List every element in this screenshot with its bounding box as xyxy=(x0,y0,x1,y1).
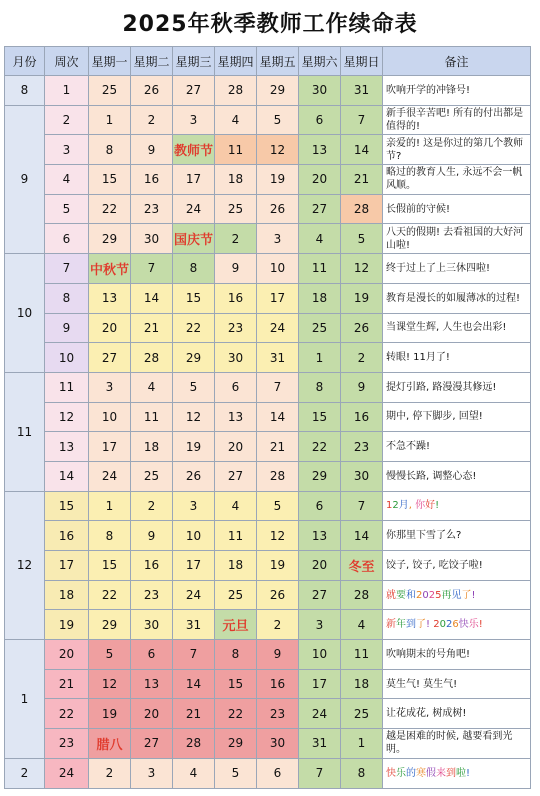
day-cell: 18 xyxy=(131,432,173,462)
day-cell: 7 xyxy=(299,758,341,788)
day-cell: 31 xyxy=(341,76,383,106)
week-number: 1 xyxy=(45,76,89,106)
day-cell: 13 xyxy=(215,402,257,432)
week-row xyxy=(5,640,531,670)
day-cell: 9 xyxy=(215,254,257,284)
day-cell: 30 xyxy=(257,729,299,759)
note-cell: 转眼! 11月了! xyxy=(383,343,531,373)
day-cell: 14 xyxy=(173,669,215,699)
day-cell: 19 xyxy=(257,551,299,581)
week-number: 3 xyxy=(45,135,89,165)
day-cell: 2 xyxy=(341,343,383,373)
day-cell: 4 xyxy=(173,758,215,788)
note-cell: 不急不躁! xyxy=(383,432,531,462)
day-cell: 5 xyxy=(257,105,299,135)
week-row xyxy=(5,551,531,581)
day-cell: 18 xyxy=(299,283,341,313)
day-cell: 6 xyxy=(299,491,341,521)
day-cell: 3 xyxy=(173,491,215,521)
day-cell: 9 xyxy=(257,640,299,670)
day-cell: 29 xyxy=(257,76,299,106)
day-cell: 12 xyxy=(341,254,383,284)
day-cell: 28 xyxy=(131,343,173,373)
day-cell: 19 xyxy=(89,699,131,729)
day-cell: 6 xyxy=(215,372,257,402)
day-cell: 14 xyxy=(341,521,383,551)
note-cell: 长假前的守候! xyxy=(383,194,531,224)
week-number: 14 xyxy=(45,461,89,491)
day-cell: 25 xyxy=(131,461,173,491)
day-cell: 13 xyxy=(299,521,341,551)
day-cell: 29 xyxy=(215,729,257,759)
note-cell: 吹响期末的号角吧! xyxy=(383,640,531,670)
day-cell: 29 xyxy=(89,224,131,254)
week-row xyxy=(5,758,531,788)
note-cell: 提灯引路, 路漫漫其修远! xyxy=(383,372,531,402)
week-row xyxy=(5,580,531,610)
day-cell: 11 xyxy=(215,521,257,551)
day-cell: 3 xyxy=(173,105,215,135)
day-cell: 14 xyxy=(257,402,299,432)
day-cell: 18 xyxy=(341,669,383,699)
day-cell: 15 xyxy=(215,669,257,699)
day-cell: 10 xyxy=(257,254,299,284)
month-cell: 1 xyxy=(5,640,45,759)
day-cell: 23 xyxy=(131,194,173,224)
day-cell: 27 xyxy=(173,76,215,106)
day-cell: 28 xyxy=(173,729,215,759)
day-cell: 29 xyxy=(89,610,131,640)
day-cell: 26 xyxy=(131,76,173,106)
day-cell: 8 xyxy=(173,254,215,284)
week-row xyxy=(5,402,531,432)
day-cell: 19 xyxy=(341,283,383,313)
week-row xyxy=(5,610,531,640)
day-cell: 20 xyxy=(215,432,257,462)
week-row xyxy=(5,165,531,195)
day-cell: 22 xyxy=(215,699,257,729)
day-cell: 10 xyxy=(89,402,131,432)
day-cell: 26 xyxy=(341,313,383,343)
day-cell: 14 xyxy=(341,135,383,165)
day-cell: 26 xyxy=(257,194,299,224)
week-row xyxy=(5,491,531,521)
header-week: 周次 xyxy=(45,47,89,76)
day-cell: 20 xyxy=(131,699,173,729)
note-cell: 略过的教育人生, 永远不会一帆风顺。 xyxy=(383,165,531,195)
header-wed: 星期三 xyxy=(173,47,215,76)
day-cell: 11 xyxy=(299,254,341,284)
week-number: 23 xyxy=(45,729,89,759)
day-cell: 17 xyxy=(299,669,341,699)
day-cell: 30 xyxy=(341,461,383,491)
day-cell: 30 xyxy=(299,76,341,106)
day-cell: 14 xyxy=(131,283,173,313)
note-cell: 12月, 你好! xyxy=(383,491,531,521)
day-cell: 25 xyxy=(299,313,341,343)
week-row xyxy=(5,343,531,373)
week-row xyxy=(5,76,531,106)
header-thu: 星期四 xyxy=(215,47,257,76)
day-cell: 22 xyxy=(173,313,215,343)
day-cell: 25 xyxy=(89,76,131,106)
week-number: 4 xyxy=(45,165,89,195)
day-cell: 20 xyxy=(299,165,341,195)
week-number: 16 xyxy=(45,521,89,551)
holiday-cell: 国庆节 xyxy=(173,224,215,254)
day-cell: 8 xyxy=(341,758,383,788)
month-cell: 8 xyxy=(5,76,45,106)
week-row xyxy=(5,729,531,759)
day-cell: 15 xyxy=(89,165,131,195)
day-cell: 11 xyxy=(215,135,257,165)
day-cell: 21 xyxy=(131,313,173,343)
day-cell: 17 xyxy=(257,283,299,313)
note-cell: 饺子, 饺子, 吃饺子啦! xyxy=(383,551,531,581)
day-cell: 13 xyxy=(299,135,341,165)
day-cell: 7 xyxy=(257,372,299,402)
day-cell: 17 xyxy=(173,551,215,581)
day-cell: 24 xyxy=(89,461,131,491)
header-mon: 星期一 xyxy=(89,47,131,76)
note-cell: 新手很辛苦吧! 所有的付出都是值得的! xyxy=(383,105,531,135)
calendar-table xyxy=(4,46,531,789)
day-cell: 9 xyxy=(131,135,173,165)
day-cell: 28 xyxy=(341,580,383,610)
week-number: 5 xyxy=(45,194,89,224)
week-row xyxy=(5,105,531,135)
day-cell: 2 xyxy=(131,491,173,521)
week-row xyxy=(5,521,531,551)
week-number: 19 xyxy=(45,610,89,640)
day-cell: 26 xyxy=(257,580,299,610)
week-number: 10 xyxy=(45,343,89,373)
day-cell: 31 xyxy=(257,343,299,373)
note-cell: 亲爱的! 这是你过的第几个教师节? xyxy=(383,135,531,165)
month-cell: 9 xyxy=(5,105,45,253)
day-cell: 4 xyxy=(131,372,173,402)
month-cell: 2 xyxy=(5,758,45,788)
note-cell: 快乐的寒假来到啦! xyxy=(383,758,531,788)
day-cell: 1 xyxy=(89,105,131,135)
day-cell: 21 xyxy=(257,432,299,462)
week-row xyxy=(5,224,531,254)
header-sat: 星期六 xyxy=(299,47,341,76)
day-cell: 30 xyxy=(131,610,173,640)
day-cell: 6 xyxy=(299,105,341,135)
week-number: 13 xyxy=(45,432,89,462)
header-sun: 星期日 xyxy=(341,47,383,76)
week-row xyxy=(5,432,531,462)
day-cell: 16 xyxy=(257,669,299,699)
note-cell: 期中, 停下脚步, 回望! xyxy=(383,402,531,432)
week-number: 22 xyxy=(45,699,89,729)
holiday-cell: 中秋节 xyxy=(89,254,131,284)
header-row xyxy=(5,47,531,76)
day-cell: 4 xyxy=(215,491,257,521)
day-cell: 25 xyxy=(215,580,257,610)
day-cell: 4 xyxy=(341,610,383,640)
day-cell: 30 xyxy=(215,343,257,373)
note-cell: 莫生气! 莫生气! xyxy=(383,669,531,699)
day-cell: 13 xyxy=(89,283,131,313)
day-cell: 28 xyxy=(257,461,299,491)
calendar-body xyxy=(5,76,531,789)
day-cell: 15 xyxy=(173,283,215,313)
week-number: 2 xyxy=(45,105,89,135)
week-row xyxy=(5,283,531,313)
day-cell: 26 xyxy=(173,461,215,491)
day-cell: 31 xyxy=(299,729,341,759)
day-cell: 29 xyxy=(173,343,215,373)
day-cell: 5 xyxy=(89,640,131,670)
day-cell: 23 xyxy=(257,699,299,729)
day-cell: 25 xyxy=(215,194,257,224)
day-cell: 16 xyxy=(131,165,173,195)
week-number: 20 xyxy=(45,640,89,670)
week-row xyxy=(5,669,531,699)
day-cell: 6 xyxy=(131,640,173,670)
week-row xyxy=(5,135,531,165)
day-cell: 8 xyxy=(89,135,131,165)
day-cell: 25 xyxy=(341,699,383,729)
day-cell: 2 xyxy=(215,224,257,254)
day-cell: 1 xyxy=(89,491,131,521)
day-cell: 1 xyxy=(299,343,341,373)
day-cell: 12 xyxy=(257,135,299,165)
week-number: 15 xyxy=(45,491,89,521)
week-number: 18 xyxy=(45,580,89,610)
day-cell: 17 xyxy=(173,165,215,195)
day-cell: 12 xyxy=(257,521,299,551)
day-cell: 24 xyxy=(299,699,341,729)
week-row xyxy=(5,461,531,491)
day-cell: 17 xyxy=(89,432,131,462)
week-number: 21 xyxy=(45,669,89,699)
day-cell: 18 xyxy=(215,165,257,195)
day-cell: 27 xyxy=(131,729,173,759)
day-cell: 7 xyxy=(131,254,173,284)
day-cell: 27 xyxy=(89,343,131,373)
day-cell: 20 xyxy=(299,551,341,581)
holiday-cell: 冬至 xyxy=(341,551,383,581)
week-number: 7 xyxy=(45,254,89,284)
day-cell: 3 xyxy=(131,758,173,788)
holiday-cell: 腊八 xyxy=(89,729,131,759)
day-cell: 15 xyxy=(89,551,131,581)
day-cell: 10 xyxy=(173,521,215,551)
day-cell: 31 xyxy=(173,610,215,640)
note-cell: 越是困难的时候, 越要看到光明。 xyxy=(383,729,531,759)
day-cell: 16 xyxy=(131,551,173,581)
note-cell: 让花成花, 树成树! xyxy=(383,699,531,729)
holiday-cell: 教师节 xyxy=(173,135,215,165)
week-number: 12 xyxy=(45,402,89,432)
week-number: 8 xyxy=(45,283,89,313)
day-cell: 9 xyxy=(341,372,383,402)
day-cell: 7 xyxy=(341,105,383,135)
week-number: 24 xyxy=(45,758,89,788)
header-note: 备注 xyxy=(383,47,531,76)
note-cell: 当课堂生辉, 人生也会出彩! xyxy=(383,313,531,343)
day-cell: 19 xyxy=(257,165,299,195)
week-row xyxy=(5,313,531,343)
note-cell: 八天的假期! 去看祖国的大好河山啦! xyxy=(383,224,531,254)
day-cell: 28 xyxy=(215,76,257,106)
day-cell: 24 xyxy=(257,313,299,343)
day-cell: 19 xyxy=(173,432,215,462)
month-cell: 10 xyxy=(5,254,45,373)
day-cell: 24 xyxy=(173,194,215,224)
day-cell: 16 xyxy=(341,402,383,432)
day-cell: 11 xyxy=(131,402,173,432)
day-cell: 4 xyxy=(299,224,341,254)
day-cell: 27 xyxy=(299,194,341,224)
header-month: 月份 xyxy=(5,47,45,76)
note-cell: 就要和2025再见了! xyxy=(383,580,531,610)
note-cell: 终于过上了上三休四啦! xyxy=(383,254,531,284)
day-cell: 9 xyxy=(131,521,173,551)
day-cell: 23 xyxy=(215,313,257,343)
week-row xyxy=(5,194,531,224)
day-cell: 24 xyxy=(173,580,215,610)
week-number: 11 xyxy=(45,372,89,402)
day-cell: 10 xyxy=(299,640,341,670)
month-cell: 12 xyxy=(5,491,45,639)
day-cell: 3 xyxy=(89,372,131,402)
page-title: 2025年秋季教师工作续命表 xyxy=(122,11,418,37)
day-cell: 29 xyxy=(299,461,341,491)
month-cell: 11 xyxy=(5,372,45,491)
day-cell: 6 xyxy=(257,758,299,788)
day-cell: 30 xyxy=(131,224,173,254)
day-cell: 3 xyxy=(299,610,341,640)
day-cell: 1 xyxy=(341,729,383,759)
day-cell: 21 xyxy=(173,699,215,729)
day-cell: 23 xyxy=(131,580,173,610)
day-cell: 27 xyxy=(215,461,257,491)
day-cell: 28 xyxy=(341,194,383,224)
note-cell: 吹响开学的冲锋号! xyxy=(383,76,531,106)
day-cell: 8 xyxy=(215,640,257,670)
day-cell: 8 xyxy=(299,372,341,402)
day-cell: 22 xyxy=(89,580,131,610)
day-cell: 11 xyxy=(341,640,383,670)
day-cell: 5 xyxy=(341,224,383,254)
week-row xyxy=(5,254,531,284)
header-fri: 星期五 xyxy=(257,47,299,76)
week-row xyxy=(5,699,531,729)
week-number: 9 xyxy=(45,313,89,343)
header-tue: 星期二 xyxy=(131,47,173,76)
day-cell: 22 xyxy=(89,194,131,224)
day-cell: 5 xyxy=(257,491,299,521)
day-cell: 15 xyxy=(299,402,341,432)
day-cell: 7 xyxy=(341,491,383,521)
day-cell: 2 xyxy=(131,105,173,135)
day-cell: 12 xyxy=(89,669,131,699)
day-cell: 2 xyxy=(89,758,131,788)
note-cell: 你那里下雪了么? xyxy=(383,521,531,551)
day-cell: 21 xyxy=(341,165,383,195)
day-cell: 3 xyxy=(257,224,299,254)
week-number: 6 xyxy=(45,224,89,254)
note-cell: 新年到了! 2026快乐! xyxy=(383,610,531,640)
note-cell: 慢慢长路, 调整心态! xyxy=(383,461,531,491)
day-cell: 4 xyxy=(215,105,257,135)
day-cell: 20 xyxy=(89,313,131,343)
day-cell: 16 xyxy=(215,283,257,313)
day-cell: 7 xyxy=(173,640,215,670)
day-cell: 5 xyxy=(173,372,215,402)
day-cell: 13 xyxy=(131,669,173,699)
day-cell: 2 xyxy=(257,610,299,640)
week-number: 17 xyxy=(45,551,89,581)
note-cell: 教育是漫长的如履薄冰的过程! xyxy=(383,283,531,313)
day-cell: 8 xyxy=(89,521,131,551)
week-row xyxy=(5,372,531,402)
day-cell: 12 xyxy=(173,402,215,432)
holiday-cell: 元旦 xyxy=(215,610,257,640)
day-cell: 5 xyxy=(215,758,257,788)
day-cell: 27 xyxy=(299,580,341,610)
day-cell: 23 xyxy=(341,432,383,462)
day-cell: 18 xyxy=(215,551,257,581)
day-cell: 22 xyxy=(299,432,341,462)
